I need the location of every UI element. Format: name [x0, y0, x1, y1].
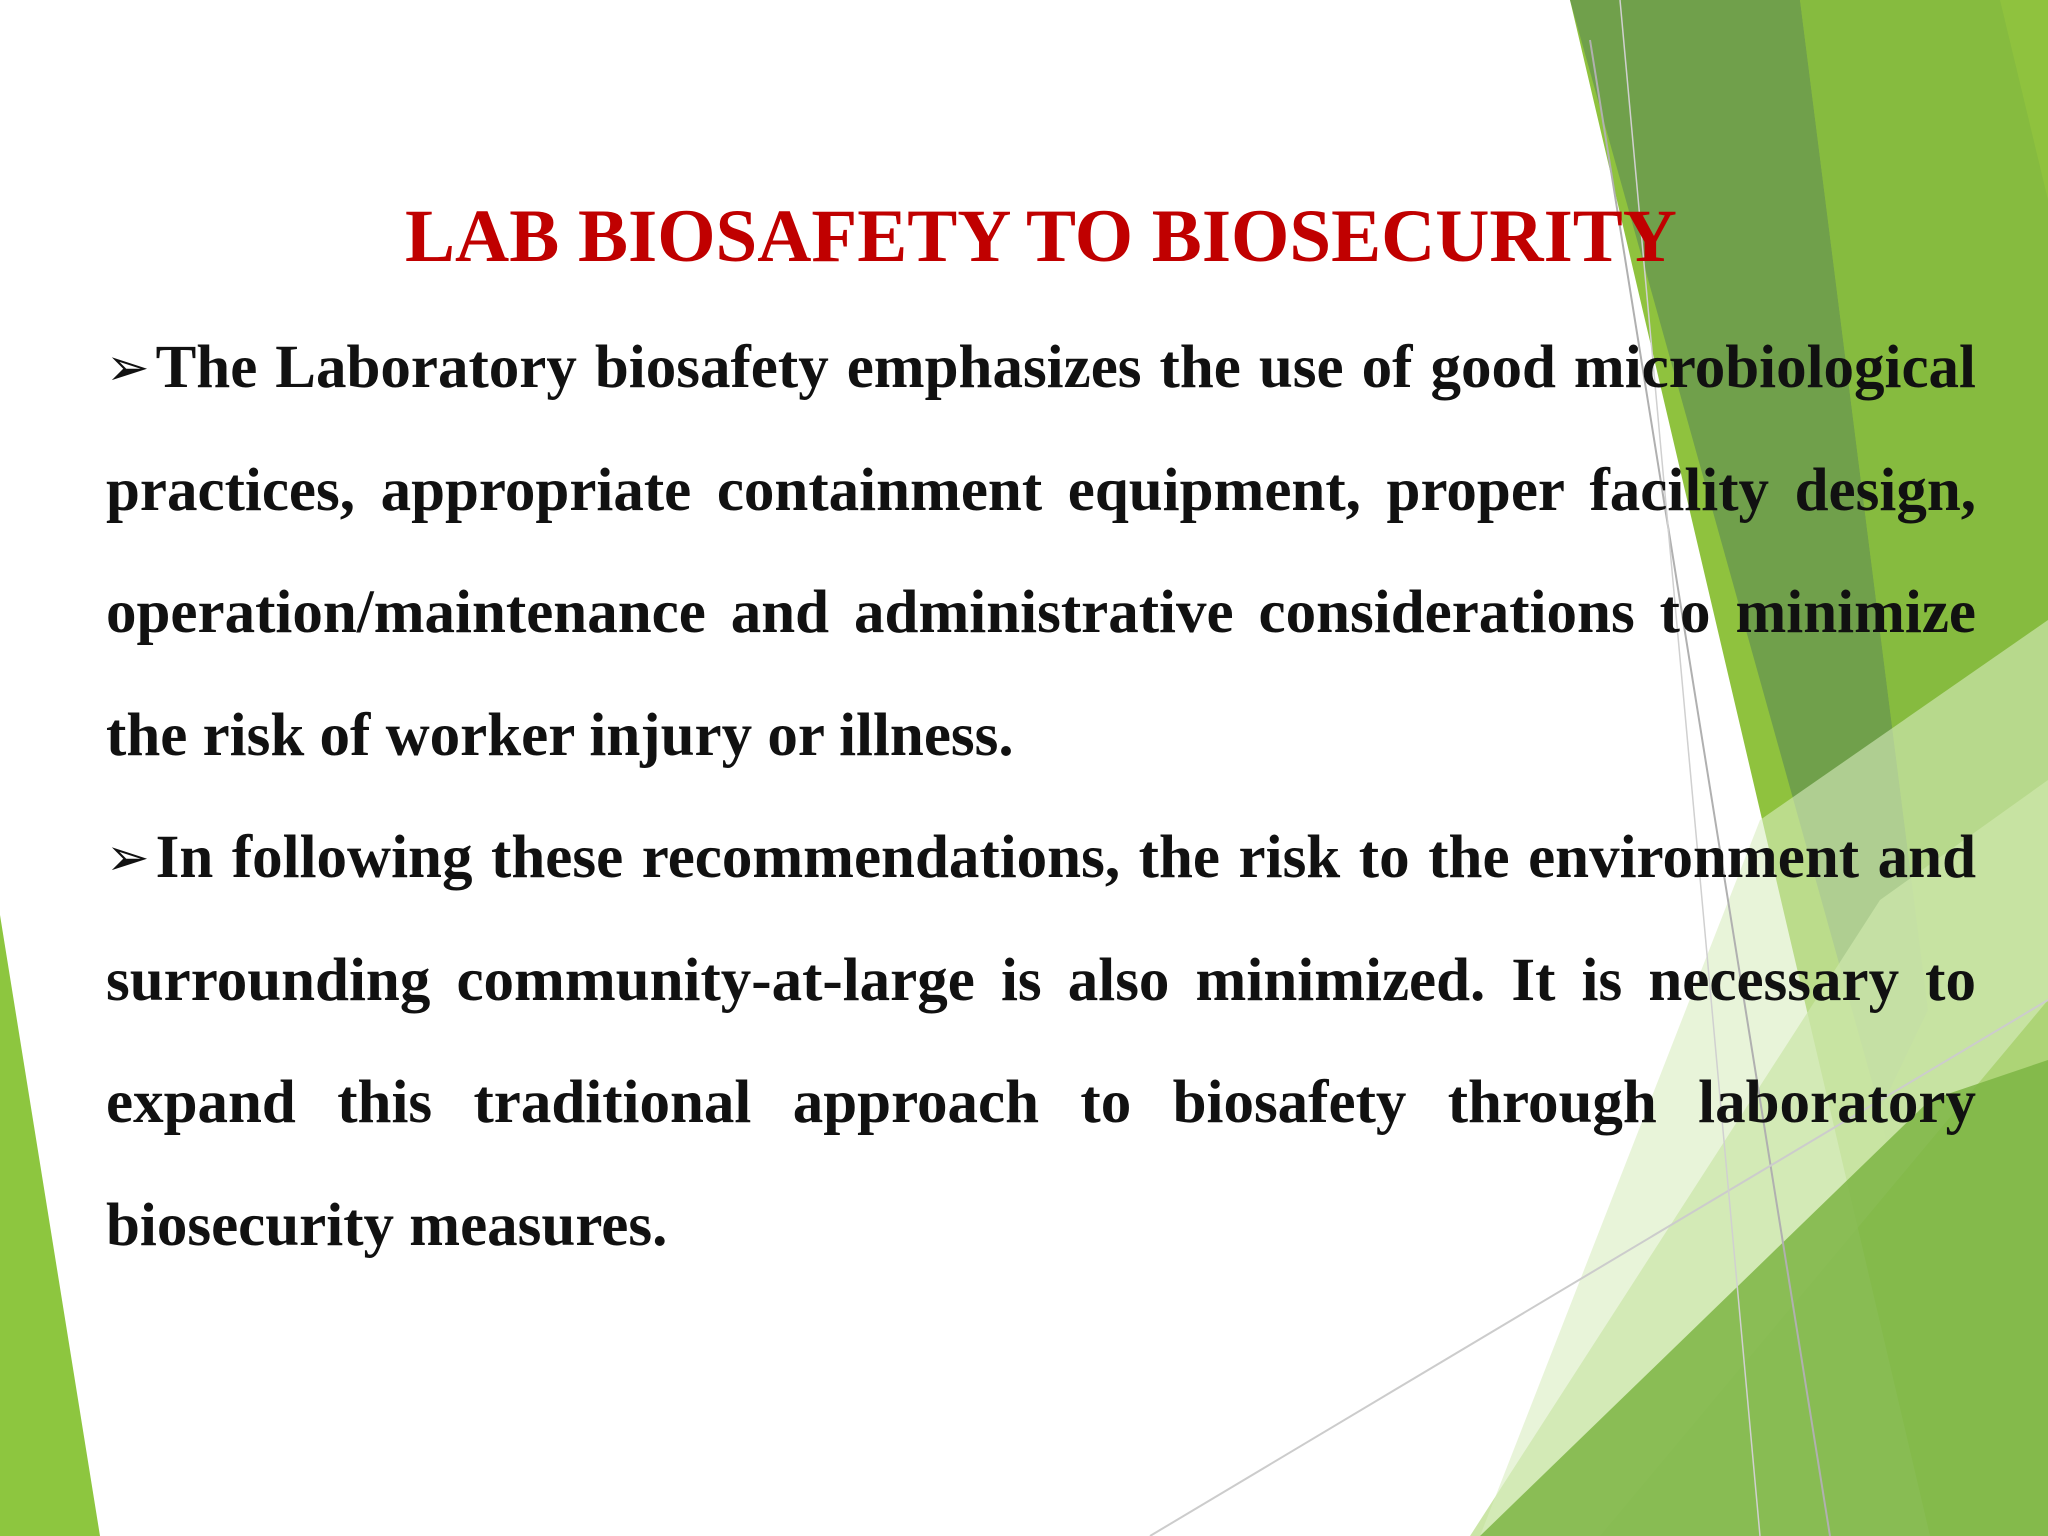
- paragraph-2-text: In following these recommendations, the risk to the environment and surrounding community-at-large is also minimized. It is necessary to expand this traditional approach to biosafety through laboratory biosecurity measures.: [106, 824, 1976, 1259]
- slide-body: [106, 307, 1976, 1287]
- slide-title: LAB BIOSAFETY TO BIOSECURITY: [405, 195, 1677, 278]
- paragraph-1-text: The Laboratory biosafety emphasizes the use of good microbiological practices, appropriate containment equipment, proper facility design, operation/maintenance and administrative considerations to minimize the risk of worker injury or illness.: [106, 334, 1976, 769]
- arrow-bullet-icon: ➢: [106, 828, 150, 888]
- bullet-paragraph-1: [106, 307, 1976, 797]
- bullet-paragraph-2: [106, 797, 1976, 1287]
- arrow-bullet-icon: ➢: [106, 338, 150, 398]
- left-green-shape: [0, 915, 100, 1536]
